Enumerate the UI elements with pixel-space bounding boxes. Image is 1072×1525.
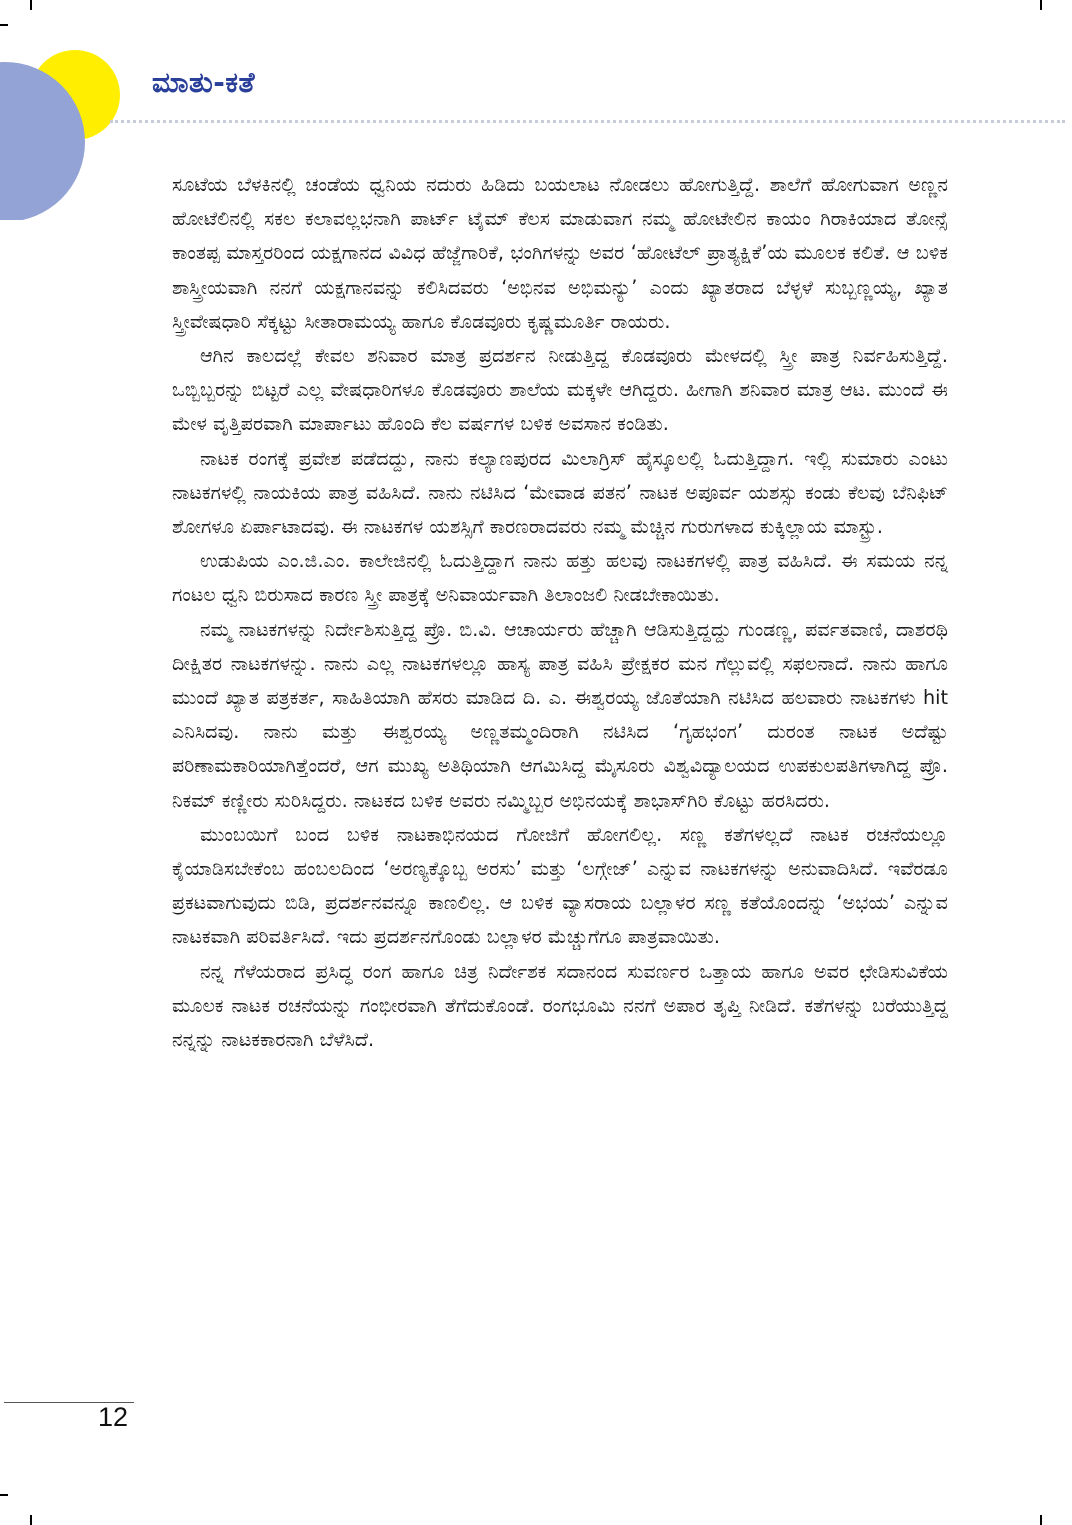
header-decoration: [0, 0, 140, 220]
page-number: 12: [98, 1402, 129, 1432]
crop-mark: [1040, 0, 1042, 10]
article-body: [172, 168, 948, 1057]
crop-mark: [0, 1494, 8, 1496]
header-dotted-divider: [110, 120, 1065, 123]
article-paragraph: ಉಡುಪಿಯ ಎಂ.ಜಿ.ಎಂ. ಕಾಲೇಜಿನಲ್ಲಿ ಓದುತ್ತಿದ್ದಾಗ ನಾನು ಹತ್ತು ಹಲವು ನಾಟಕಗಳಲ್ಲಿ ಪಾತ್ರ ವಹಿಸಿದೆ. ಈ ಸಮಯ ನನ್ನ ಗಂಟಲ ಧ್ವನಿ ಬಿರುಸಾದ ಕಾರಣ ಸ್ತ್ರೀ ಪಾತ್ರಕ್ಕೆ ಅನಿವಾರ್ಯವಾಗಿ ತಿಲಾಂಜಲಿ ನೀಡಬೇಕಾಯಿತು.: [172, 549, 948, 607]
section-title: ಮಾತು-ಕತೆ: [152, 66, 255, 99]
article-paragraph: ನಾಟಕ ರಂಗಕ್ಕೆ ಪ್ರವೇಶ ಪಡೆದದ್ದು, ನಾನು ಕಲ್ಯಾಣಪುರದ ಮಿಲಾಗ್ರಿಸ್ ಹೈಸ್ಕೂಲಲ್ಲಿ ಓದುತ್ತಿದ್ದಾಗ. ಇಲ್ಲಿ ಸುಮಾರು ಎಂಟು ನಾಟಕಗಳಲ್ಲಿ ನಾಯಕಿಯ ಪಾತ್ರ ವಹಿಸಿದೆ. ನಾನು ನಟಿಸಿದ ‘ಮೇವಾಡ ಪತನ’ ನಾಟಕ ಅಪೂರ್ವ ಯಶಸ್ಸು ಕಂಡು ಕೆಲವು ಬೆನಿಫಿಟ್ ಶೋಗಳೂ ಏರ್ಪಾಟಾದವು. ಈ ನಾಟಕಗಳ ಯಶಸ್ಸಿಗೆ ಕಾರಣರಾದವರು ನಮ್ಮ ಮೆಚ್ಚಿನ ಗುರುಗಳಾದ ಕುಕ್ಕಿಲ್ಲಾಯ ಮಾಸ್ಟ್ರು.: [172, 446, 948, 539]
crop-mark: [1040, 1515, 1042, 1525]
article-paragraph: ಸೂಟೆಯ ಬೆಳಕಿನಲ್ಲಿ ಚಂಡೆಯ ಧ್ವನಿಯ ನದುರು ಹಿಡಿದು ಬಯಲಾಟ ನೋಡಲು ಹೋಗುತ್ತಿದ್ದೆ. ಶಾಲೆಗೆ ಹೋಗುವಾಗ ಅಣ್ಣನ ಹೋಟೆಲಿನಲ್ಲಿ ಸಕಲ ಕಲಾವಲ್ಲಭನಾಗಿ ಪಾರ್ಟ್ ಟೈಮ್ ಕೆಲಸ ಮಾಡುವಾಗ ನಮ್ಮ ಹೋಟೇಲಿನ ಕಾಯಂ ಗಿರಾಕಿಯಾದ ತೋನ್ಸೆ ಕಾಂತಪ್ಪ ಮಾಸ್ತರರಿಂದ ಯಕ್ಷಗಾನದ ವಿವಿಧ ಹೆಜ್ಜೆಗಾರಿಕೆ, ಭಂಗಿಗಳನ್ನು ಅವರ ‘ಹೋಟೆಲ್ ಪ್ರಾತ್ಯಕ್ಷಿಕೆ’ಯ ಮೂಲಕ ಕಲಿತೆ. ಆ ಬಳಿಕ ಶಾಸ್ತ್ರೀಯವಾಗಿ ನನಗೆ ಯಕ್ಷಗಾನವನ್ನು ಕಲಿಸಿದವರು ‘ಅಭಿನವ ಅಭಿಮನ್ಯು’ ಎಂದು ಖ್ಯಾತರಾದ ಬೆಳ್ಳಳೆ ಸುಬ್ಬಣ್ಣಯ್ಯ, ಖ್ಯಾತ ಸ್ತ್ರೀವೇಷಧಾರಿ ಸೆಕ್ಕಟ್ಟು ಸೀತಾರಾಮಯ್ಯ ಹಾಗೂ ಕೊಡವೂರು ಕೃಷ್ಣಮೂರ್ತಿ ರಾಯರು.: [172, 173, 948, 333]
article-paragraph: ಆಗಿನ ಕಾಲದಲ್ಲೆ ಕೇವಲ ಶನಿವಾರ ಮಾತ್ರ ಪ್ರದರ್ಶನ ನೀಡುತ್ತಿದ್ದ ಕೊಡವೂರು ಮೇಳದಲ್ಲಿ ಸ್ತ್ರೀ ಪಾತ್ರ ನಿರ್ವಹಿಸುತ್ತಿದ್ದೆ. ಒಬ್ಬಿಬ್ಬರನ್ನು ಬಿಟ್ಟರೆ ಎಲ್ಲ ವೇಷಧಾರಿಗಳೂ ಕೊಡವೂರು ಶಾಲೆಯ ಮಕ್ಕಳೇ ಆಗಿದ್ದರು. ಹೀಗಾಗಿ ಶನಿವಾರ ಮಾತ್ರ ಆಟ. ಮುಂದೆ ಈ ಮೇಳ ವೃತ್ತಿಪರವಾಗಿ ಮಾರ್ಪಾಟು ಹೊಂದಿ ಕೆಲ ವರ್ಷಗಳ ಬಳಿಕ ಅವಸಾನ ಕಂಡಿತು.: [172, 344, 948, 436]
article-paragraph: ಮುಂಬಯಿಗೆ ಬಂದ ಬಳಿಕ ನಾಟಕಾಭಿನಯದ ಗೋಜಿಗೆ ಹೋಗಲಿಲ್ಲ. ಸಣ್ಣ ಕತೆಗಳಲ್ಲದೆ ನಾಟಕ ರಚನೆಯಲ್ಲೂ ಕೈಯಾಡಿಸಬೇಕೆಂಬ ಹಂಬಲದಿಂದ ‘ಅರಣ್ಯಕ್ಕೊಬ್ಬ ಅರಸು’ ಮತ್ತು ‘ಲಗ್ಗೇಜ್’ ಎನ್ನುವ ನಾಟಕಗಳನ್ನು ಅನುವಾದಿಸಿದೆ. ಇವೆರಡೂ ಪ್ರಕಟವಾಗುವುದು ಬಿಡಿ, ಪ್ರದರ್ಶನವನ್ನೂ ಕಾಣಲಿಲ್ಲ. ಆ ಬಳಿಕ ವ್ಯಾಸರಾಯ ಬಲ್ಲಾಳರ ಸಣ್ಣ ಕತೆಯೊಂದನ್ನು ‘ಅಭಯ’ ಎನ್ನುವ ನಾಟಕವಾಗಿ ಪರಿವರ್ತಿಸಿದೆ. ಇದು ಪ್ರದರ್ಶನಗೊಂಡು ಬಲ್ಲಾಳರ ಮೆಚ್ಚುಗೆಗೂ ಪಾತ್ರವಾಯಿತು.: [172, 822, 948, 949]
article-paragraph: ನನ್ನ ಗೆಳೆಯರಾದ ಪ್ರಸಿದ್ಧ ರಂಗ ಹಾಗೂ ಚಿತ್ರ ನಿರ್ದೇಶಕ ಸದಾನಂದ ಸುವರ್ಣರ ಒತ್ತಾಯ ಹಾಗೂ ಅವರ ಛೇಡಿಸುವಿಕೆಯ ಮೂಲಕ ನಾಟಕ ರಚನೆಯನ್ನು ಗಂಭೀರವಾಗಿ ತೆಗೆದುಕೊಂಡೆ. ರಂಗಭೂಮಿ ನನಗೆ ಅಪಾರ ತೃಪ್ತಿ ನೀಡಿದೆ. ಕತೆಗಳನ್ನು ಬರೆಯುತ್ತಿದ್ದ ನನ್ನನ್ನು ನಾಟಕಕಾರನಾಗಿ ಬೆಳೆಸಿದೆ.: [172, 959, 948, 1052]
crop-mark: [30, 1515, 32, 1525]
article-paragraph: ನಮ್ಮ ನಾಟಕಗಳನ್ನು ನಿರ್ದೇಶಿಸುತ್ತಿದ್ದ ಪ್ರೊ. ಬಿ.ವಿ. ಆಚಾರ್ಯರು ಹೆಚ್ಚಾಗಿ ಆಡಿಸುತ್ತಿದ್ದದ್ದು ಗುಂಡಣ್ಣ, ಪರ್ವತವಾಣಿ, ದಾಶರಥಿ ದೀಕ್ಷಿತರ ನಾಟಕಗಳನ್ನು. ನಾನು ಎಲ್ಲ ನಾಟಕಗಳಲ್ಲೂ ಹಾಸ್ಯ ಪಾತ್ರ ವಹಿಸಿ ಪ್ರೇಕ್ಷಕರ ಮನ ಗೆಲ್ಲುವಲ್ಲಿ ಸಫಲನಾದೆ. ನಾನು ಹಾಗೂ ಮುಂದೆ ಖ್ಯಾತ ಪತ್ರಕರ್ತ, ಸಾಹಿತಿಯಾಗಿ ಹೆಸರು ಮಾಡಿದ ದಿ. ಎ. ಈಶ್ವರಯ್ಯ ಜೊತೆಯಾಗಿ ನಟಿಸಿದ ಹಲವಾರು ನಾಟಕಗಳು hit ಎನಿಸಿದವು. ನಾನು ಮತ್ತು ಈಶ್ವರಯ್ಯ ಅಣ್ಣತಮ್ಮಂದಿರಾಗಿ ನಟಿಸಿದ ‘ಗೃಹಭಂಗ’ ದುರಂತ ನಾಟಕ ಅದೆಷ್ಟು ಪರಿಣಾಮಕಾರಿಯಾಗಿತ್ತೆಂದರೆ, ಆಗ ಮುಖ್ಯ ಅತಿಥಿಯಾಗಿ ಆಗಮಿಸಿದ್ದ ಮೈಸೂರು ವಿಶ್ವವಿದ್ಯಾಲಯದ ಉಪಕುಲಪತಿಗಳಾಗಿದ್ದ ಪ್ರೊ. ನಿಕಮ್ ಕಣ್ಣೀರು ಸುರಿಸಿದ್ದರು. ನಾಟಕದ ಬಳಿಕ ಅವರು ನಮ್ಮಿಬ್ಬರ ಅಭಿನಯಕ್ಕೆ ಶಾಭಾಸ್‌ಗಿರಿ ಕೊಟ್ಟು ಹರಸಿದರು.: [172, 617, 948, 812]
